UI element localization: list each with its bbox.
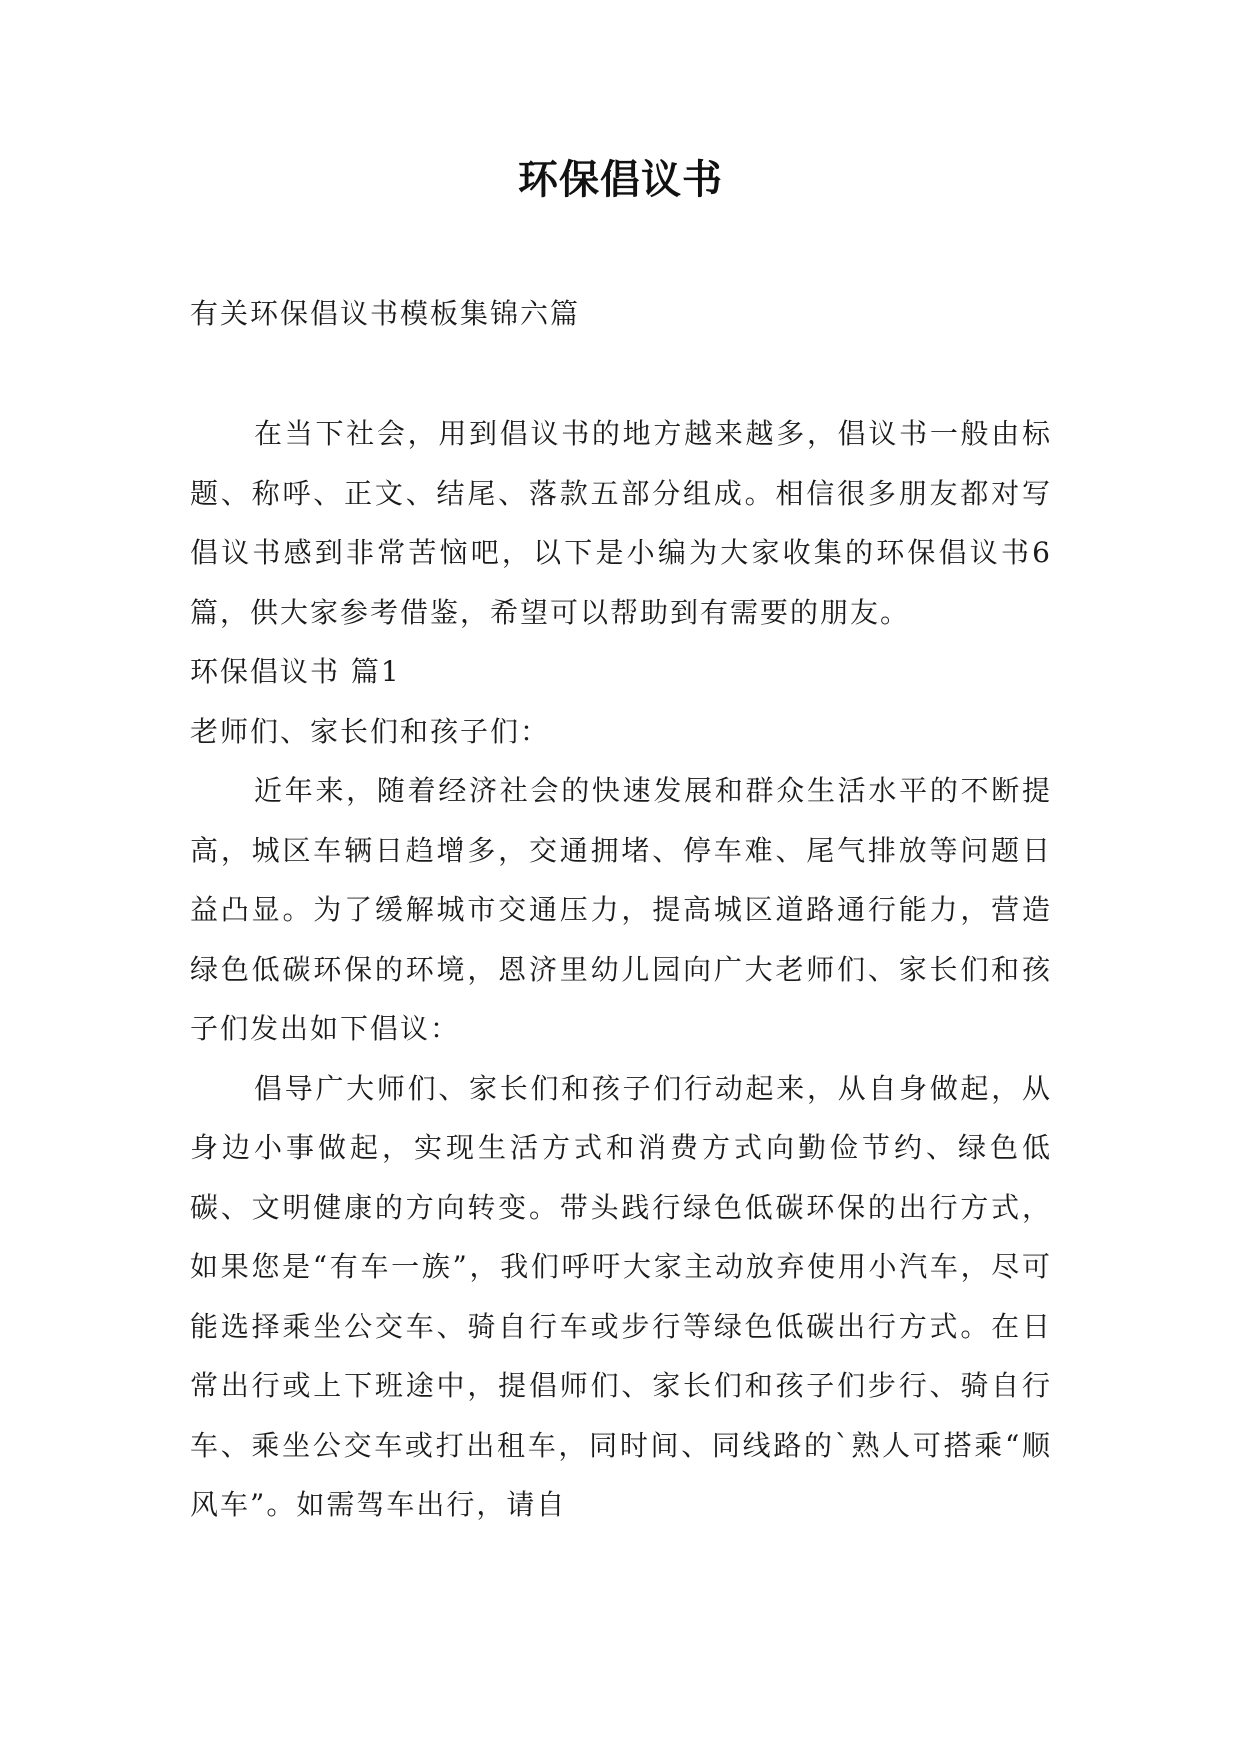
document-subtitle: 有关环保倡议书模板集锦六篇	[190, 297, 581, 330]
salutation: 老师们、家长们和孩子们：	[190, 714, 551, 748]
body-paragraph: 倡导广大师们、家长们和孩子们行动起来，从自身做起，从身边小事做起，实现生活方式和消费方式向勤俭节约、绿色低碳、文明健康的方向转变。带头践行绿色低碳环保的出行方式，如果您是“有车一族”，我们呼吁大家主动放弃使用小汽车，尽可能选择乘坐公交车、骑自行车或步行等绿色低碳出行方式。在日常出行或上下班途中，提倡师们、家长们和孩子们步行、骑自行车、乘坐公交车或打出租车，同时间、同线路的`熟人可搭乘“顺风车”。如需驾车出行，请自	[190, 1071, 1052, 1521]
section-heading: 环保倡议书 篇1	[190, 655, 401, 688]
intro-paragraph: 在当下社会，用到倡议书的地方越来越多，倡议书一般由标题、称呼、正文、结尾、落款五部分组成。相信很多朋友都对写倡议书感到非常苦恼吧，以下是小编为大家收集的环保倡议书6篇，供大家参考借鉴，希望可以帮助到有需要的朋友。	[190, 417, 1052, 629]
document-body	[190, 404, 1052, 1535]
document-title: 环保倡议书	[518, 157, 723, 203]
body-paragraph: 近年来，随着经济社会的快速发展和群众生活水平的不断提高，城区车辆日趋增多，交通拥堵、停车难、尾气排放等问题日益凸显。为了缓解城市交通压力，提高城区道路通行能力，营造绿色低碳环保的环境，恩济里幼儿园向广大老师们、家长们和孩子们发出如下倡议：	[190, 774, 1052, 1045]
